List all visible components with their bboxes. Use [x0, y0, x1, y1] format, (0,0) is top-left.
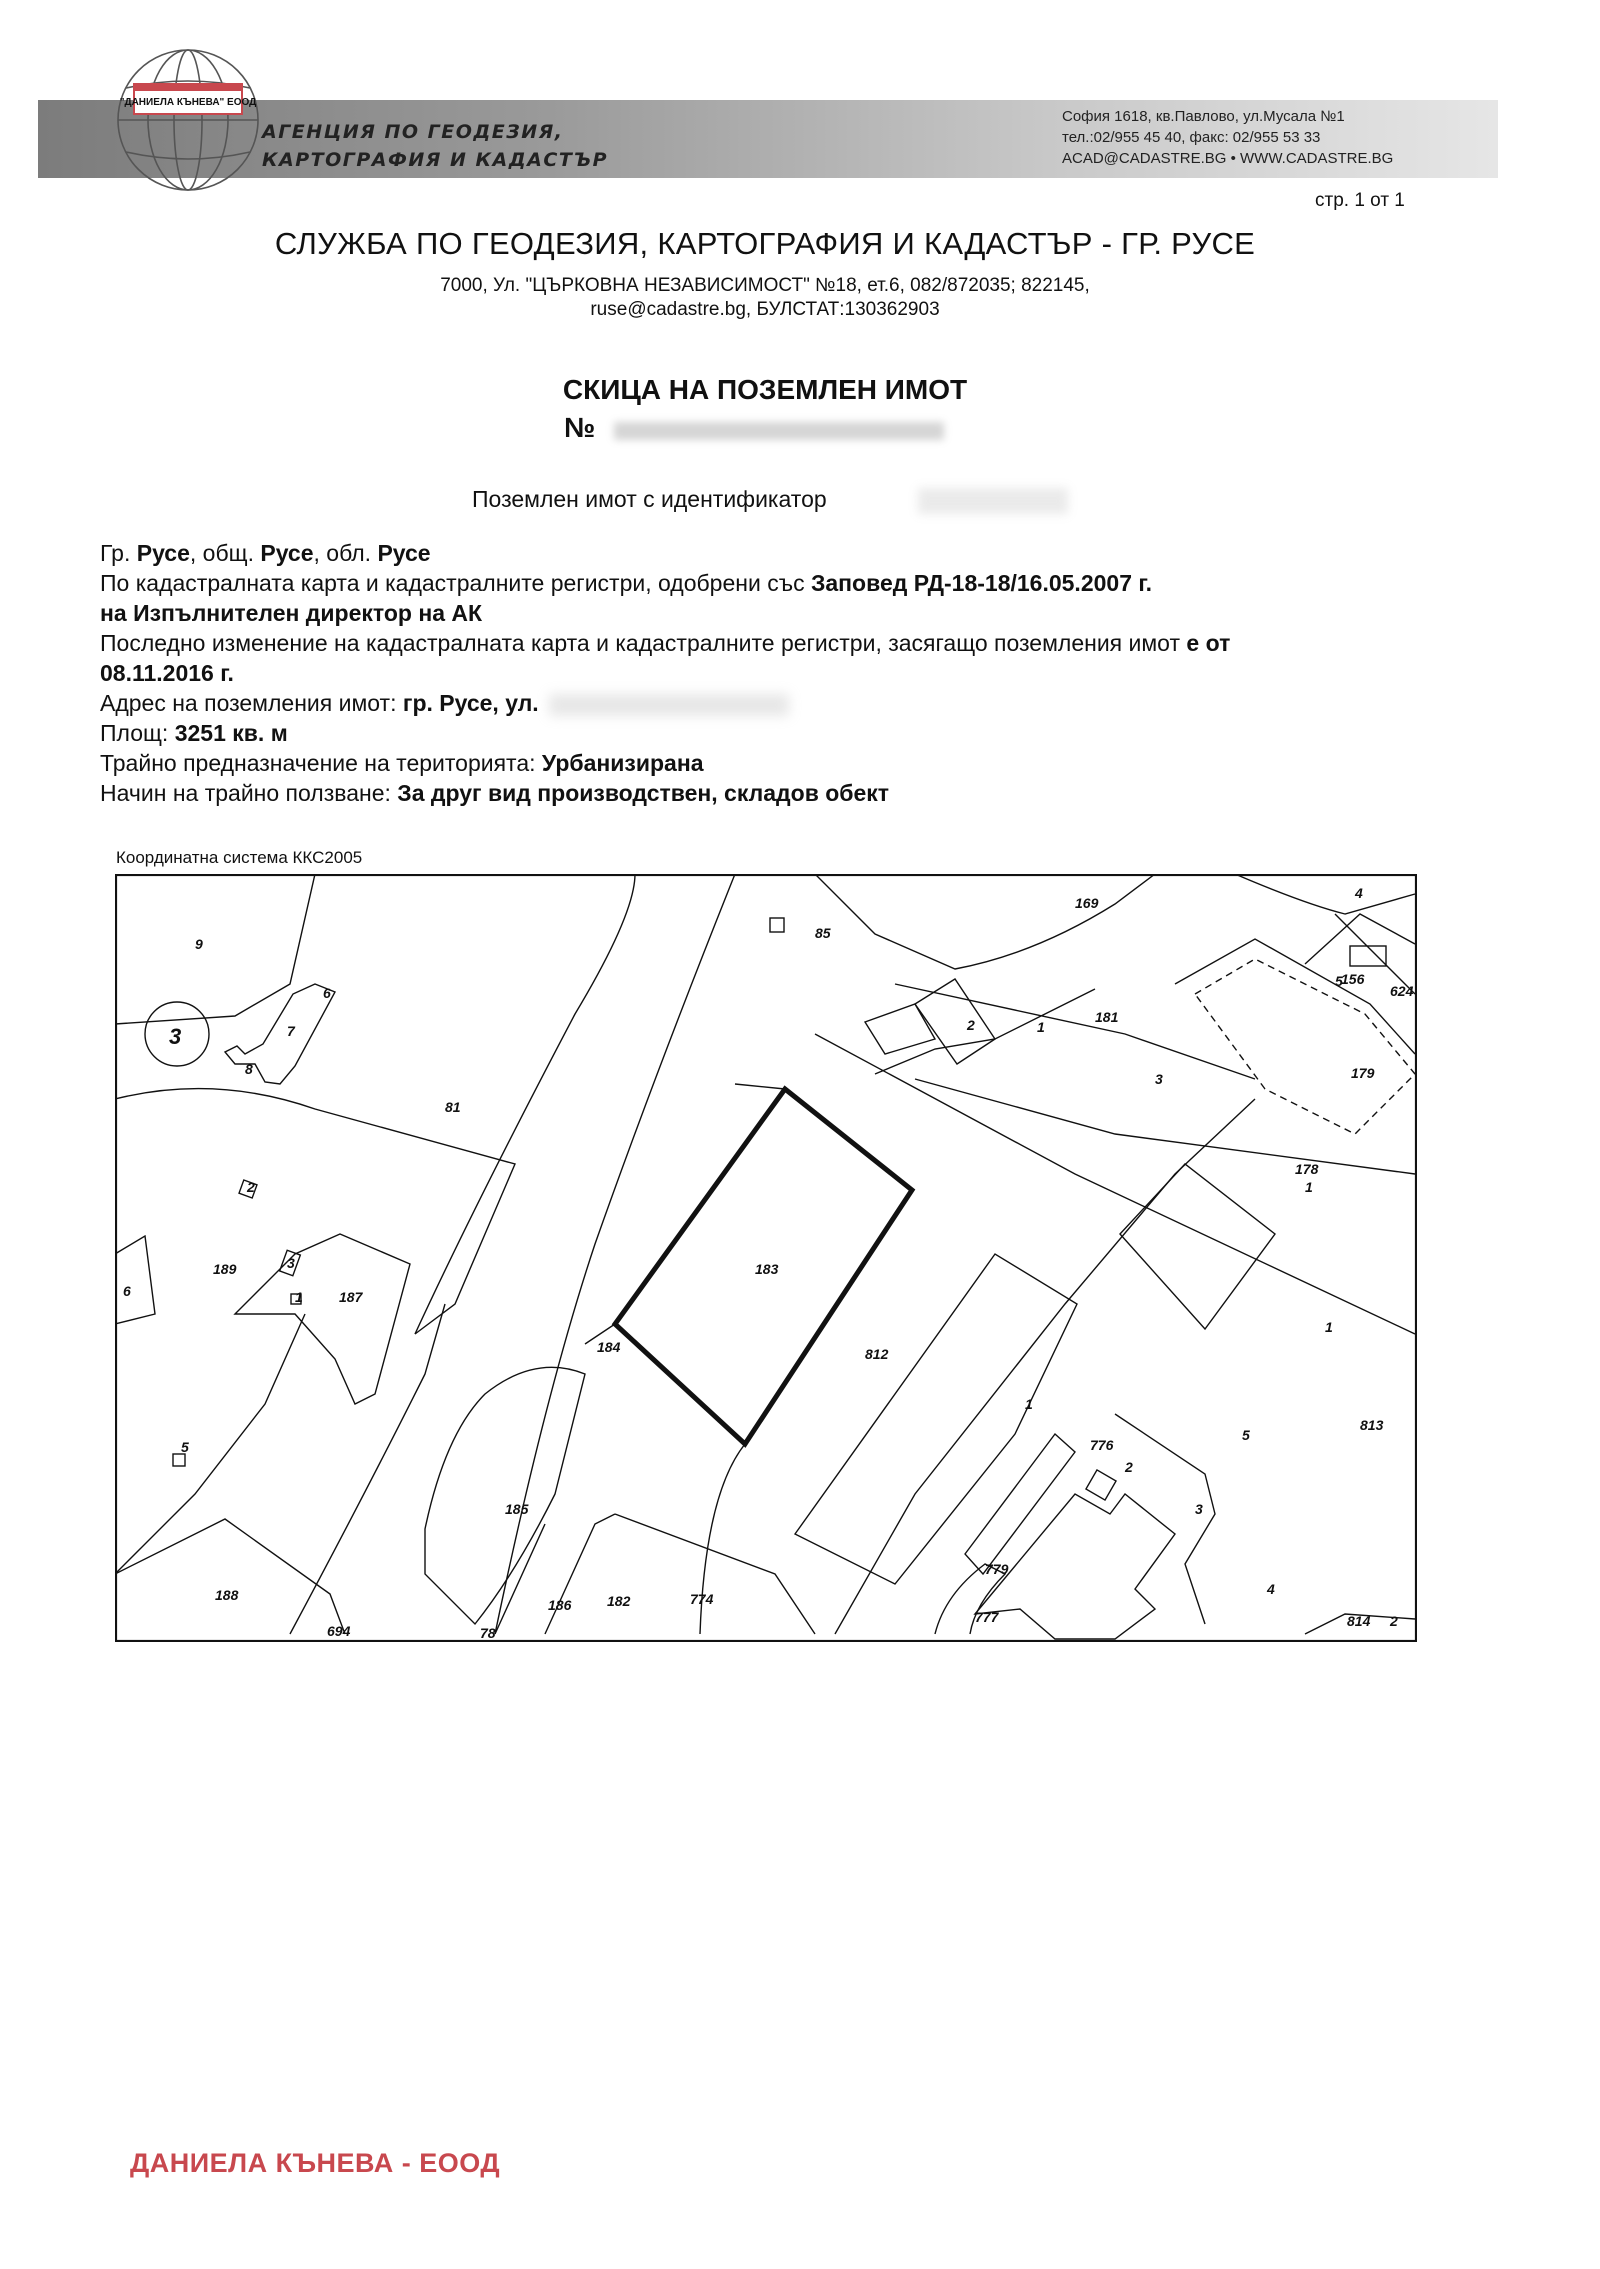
- parcel-188-outline: [115, 1519, 345, 1634]
- identifier-label: Поземлен имот с идентификатор: [472, 486, 827, 512]
- building-776: [965, 1434, 1075, 1574]
- label-5b: 5: [181, 1439, 189, 1455]
- label-178: 178: [1295, 1161, 1319, 1177]
- info-area: Площ: 3251 кв. м: [100, 720, 288, 746]
- agency-logo: [112, 44, 264, 196]
- agency-name: [262, 118, 608, 174]
- redacted-number: [614, 416, 944, 446]
- label-812: 812: [865, 1346, 889, 1362]
- info-approval: По кадастралната карта и кадастралните регистри, одобрени със Заповед РД-18-18/16.05.2007 г.: [100, 570, 1153, 596]
- label-184: 184: [597, 1339, 621, 1355]
- label-183: 183: [755, 1261, 779, 1277]
- label-3a: 3: [1155, 1071, 1163, 1087]
- boundary-line-lower-left: [115, 1314, 305, 1574]
- label-1c: 1: [1325, 1319, 1333, 1335]
- label-2b: 2: [1125, 1459, 1133, 1475]
- label-7: 7: [287, 1023, 295, 1039]
- agency-contacts: [1062, 106, 1393, 169]
- property-info: [100, 538, 1520, 808]
- label-774: 774: [690, 1591, 714, 1607]
- label-188: 188: [215, 1587, 239, 1603]
- label-694: 694: [327, 1623, 351, 1639]
- parcel-9-outline: [115, 874, 315, 1024]
- label-814: 814: [1347, 1613, 1371, 1629]
- redacted-identifier: [918, 488, 1068, 514]
- parcel-179-dashed: [1195, 959, 1415, 1134]
- label-4: 4: [1355, 885, 1363, 901]
- info-municipality: Русе: [260, 540, 314, 566]
- parcel-6-edge: [115, 1236, 155, 1324]
- info-address: Адрес на поземления имот: гр. Русе, ул.: [100, 688, 1520, 718]
- agency-name-line1: АГЕНЦИЯ ПО ГЕОДЕЗИЯ,: [262, 121, 564, 143]
- label-1a: 1: [1037, 1019, 1045, 1035]
- label-777: 777: [975, 1609, 999, 1625]
- agency-name-line2: КАРТОГРАФИЯ И КАДАСТЪР: [262, 149, 609, 171]
- info-area-value: 3251 кв. м: [174, 720, 288, 746]
- info-approval-by: на Изпълнителен директор на АК: [100, 600, 483, 626]
- label-813: 813: [1360, 1417, 1384, 1433]
- label-1b: 1: [1305, 1179, 1313, 1195]
- label-776: 776: [1090, 1437, 1114, 1453]
- label-2d: 2: [247, 1179, 255, 1195]
- parcel-81-outline: [115, 1089, 515, 1334]
- logo-badge-text: "ДАНИЕЛА КЪНЕВА" ЕООД: [119, 97, 257, 108]
- info-last-change: Последно изменение на кадастралната карта и кадастралните регистри, засягащо поземления имот е от: [100, 630, 1231, 656]
- info-location: Гр. Русе, общ. Русе, обл. Русе: [100, 540, 431, 566]
- label-6b: 6: [323, 985, 331, 1001]
- building-156-small: [1350, 946, 1386, 966]
- building-5-complex: [1086, 1470, 1116, 1500]
- label-81: 81: [445, 1099, 461, 1115]
- footer-company: ДАНИЕЛА КЪНЕВА - ЕООД: [130, 2148, 501, 2178]
- label-624: 624: [1390, 983, 1414, 999]
- road-split-lines: [585, 1084, 785, 1634]
- parcel-4-outline: [1235, 874, 1415, 914]
- building-1-181: [915, 979, 995, 1064]
- label-2a: 2: [967, 1017, 975, 1033]
- info-last-change-date: 08.11.2016 г.: [100, 660, 234, 686]
- label-3b: 3: [1195, 1501, 1203, 1517]
- document-title: СКИЦА НА ПОЗЕМЛЕН ИМОТ: [562, 374, 968, 405]
- building-1-right: [1120, 1164, 1275, 1329]
- road-inner-curve: [290, 1304, 445, 1634]
- label-5a: 5: [1242, 1427, 1250, 1443]
- info-usage-value: За друг вид производствен, складов обект: [397, 780, 890, 806]
- building-2-181: [865, 1004, 935, 1054]
- agency-contact-email: ACAD@CADASTRE.BG • WWW.CADASTRE.BG: [1062, 150, 1394, 167]
- cadastral-map: [115, 874, 1417, 1642]
- label-181: 181: [1095, 1009, 1119, 1025]
- parcel-774-outline: [615, 1514, 815, 1634]
- label-9: 9: [195, 936, 203, 952]
- info-purpose: Трайно предназначение на територията: Урбанизирана: [100, 750, 704, 776]
- label-78: 78: [480, 1625, 496, 1641]
- label-8: 8: [245, 1061, 253, 1077]
- label-779: 779: [985, 1561, 1009, 1577]
- parcel-179-solid: [1175, 939, 1415, 1054]
- parcel-812-outline: [815, 874, 1155, 969]
- label-4b: 4: [1267, 1581, 1275, 1597]
- road-right-edge: [495, 874, 735, 1634]
- label-169: 169: [1075, 895, 1099, 911]
- parcel-186-outline: [495, 1524, 545, 1634]
- agency-contact-phone: тел.:02/955 45 40, факс: 02/955 53 33: [1062, 129, 1321, 146]
- building-5-small: [173, 1454, 185, 1466]
- coordinate-system-label: Координатна система ККС2005: [116, 848, 363, 867]
- info-usage: Начин на трайно ползване: За друг вид производствен, складов обект: [100, 780, 890, 806]
- document-number-label: №: [564, 412, 596, 443]
- label-1d: 1: [1025, 1396, 1033, 1412]
- parcel-813-outline: [1115, 1414, 1215, 1624]
- office-title: СЛУЖБА ПО ГЕОДЕЗИЯ, КАРТОГРАФИЯ И КАДАСТЪР - ГР. РУСЕ: [274, 226, 1256, 261]
- info-city: Русе: [136, 540, 190, 566]
- info-purpose-value: Урбанизирана: [541, 750, 704, 776]
- label-185: 185: [505, 1501, 529, 1517]
- label-circle-3: 3: [169, 1024, 182, 1049]
- building-6-7-8: [225, 984, 335, 1084]
- redacted-street: [549, 694, 789, 716]
- label-179: 179: [1351, 1065, 1375, 1081]
- info-address-value: гр. Русе, ул.: [402, 690, 539, 716]
- label-189: 189: [213, 1261, 237, 1277]
- office-address-line1: 7000, Ул. "ЦЪРКОВНА НЕЗАВИСИМОСТ" №18, ет.6, 082/872035; 822145,: [440, 275, 1090, 296]
- parcel-182-outline: [545, 1514, 615, 1634]
- label-85: 85: [815, 925, 831, 941]
- building-169-small: [770, 918, 784, 932]
- label-186: 186: [548, 1597, 572, 1613]
- label-182: 182: [607, 1593, 631, 1609]
- building-3-181: [875, 989, 1095, 1074]
- label-1e: 1: [295, 1289, 303, 1305]
- info-region: Русе: [377, 540, 431, 566]
- label-2c: 2: [1390, 1613, 1398, 1629]
- label-6: 6: [123, 1283, 131, 1299]
- label-3c: 3: [287, 1255, 295, 1271]
- parcel-187-outline: [235, 1234, 410, 1404]
- info-approval-order: Заповед РД-18-18/16.05.2007 г.: [810, 570, 1153, 596]
- label-5c: 5: [1335, 973, 1343, 989]
- agency-contact-address: София 1618, кв.Павлово, ул.Мусала №1: [1062, 108, 1345, 125]
- page-number: стр. 1 от 1: [1315, 190, 1405, 211]
- office-address: [0, 274, 1530, 322]
- label-156: 156: [1341, 971, 1365, 987]
- label-187: 187: [339, 1289, 363, 1305]
- office-address-line2: ruse@cadastre.bg, БУЛСТАТ:130362903: [590, 299, 940, 320]
